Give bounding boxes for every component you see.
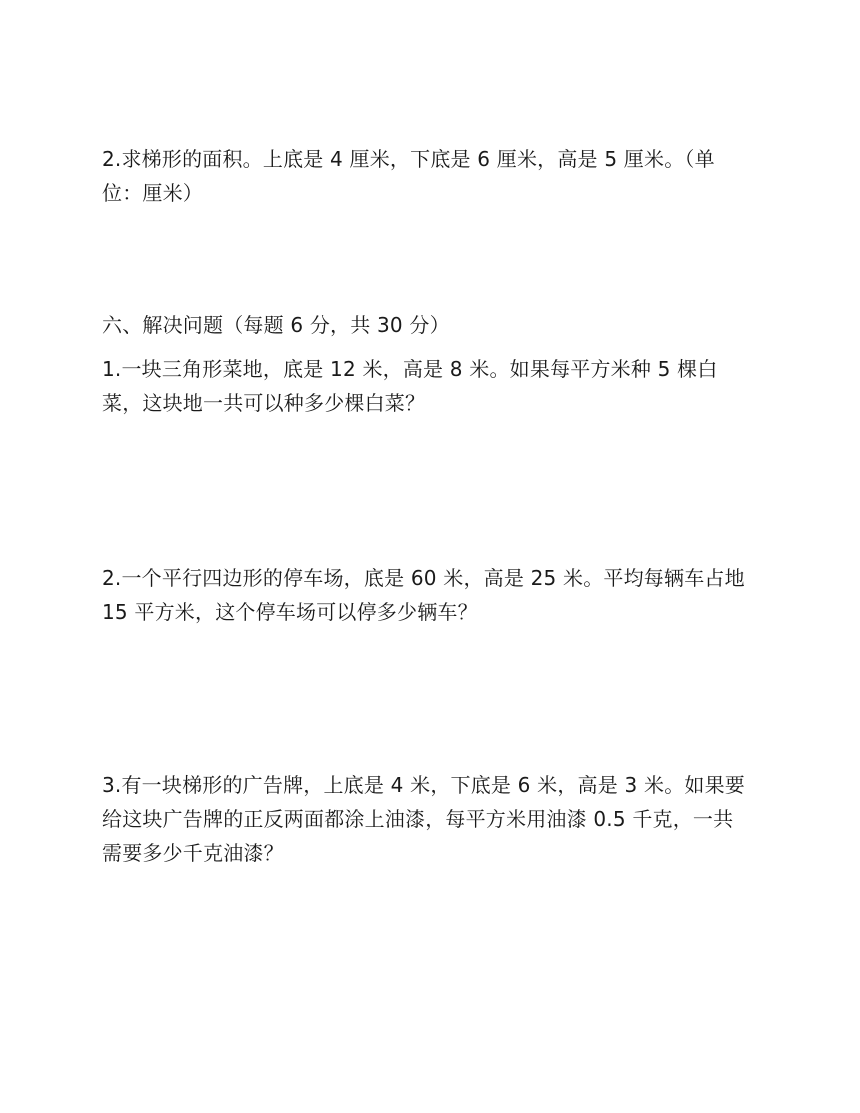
question-text-line: 2.求梯形的面积。上底是 4 厘米，下底是 6 厘米，高是 5 厘米。（单: [102, 147, 715, 171]
question-text-line: 15 平方米，这个停车场可以停多少辆车？: [102, 600, 478, 624]
question-6-1-triangle-field: [102, 352, 762, 420]
question-text-line: 1.一块三角形菜地，底是 12 米，高是 8 米。如果每平方米种 5 棵白: [102, 357, 718, 381]
question-text-line: 给这块广告牌的正反两面都涂上油漆，每平方米用油漆 0.5 千克，一共: [102, 807, 734, 831]
question-text-line: 3.有一块梯形的广告牌，上底是 4 米，下底是 6 米，高是 3 米。如果要: [102, 773, 745, 797]
question-text-line: 位：厘米）: [102, 181, 203, 205]
section-heading-text: 六、解决问题（每题 6 分，共 30 分）: [102, 313, 450, 337]
question-5-2-trapezoid-area: [102, 142, 762, 210]
question-text-line: 需要多少千克油漆？: [102, 841, 284, 865]
question-text-line: 2.一个平行四边形的停车场，底是 60 米，高是 25 米。平均每辆车占地: [102, 566, 745, 590]
question-6-3-billboard-paint: [102, 768, 762, 870]
section-heading-solve-problems: [102, 308, 762, 342]
question-text-line: 菜，这块地一共可以种多少棵白菜？: [102, 391, 426, 415]
question-6-2-parking-lot: [102, 561, 762, 629]
